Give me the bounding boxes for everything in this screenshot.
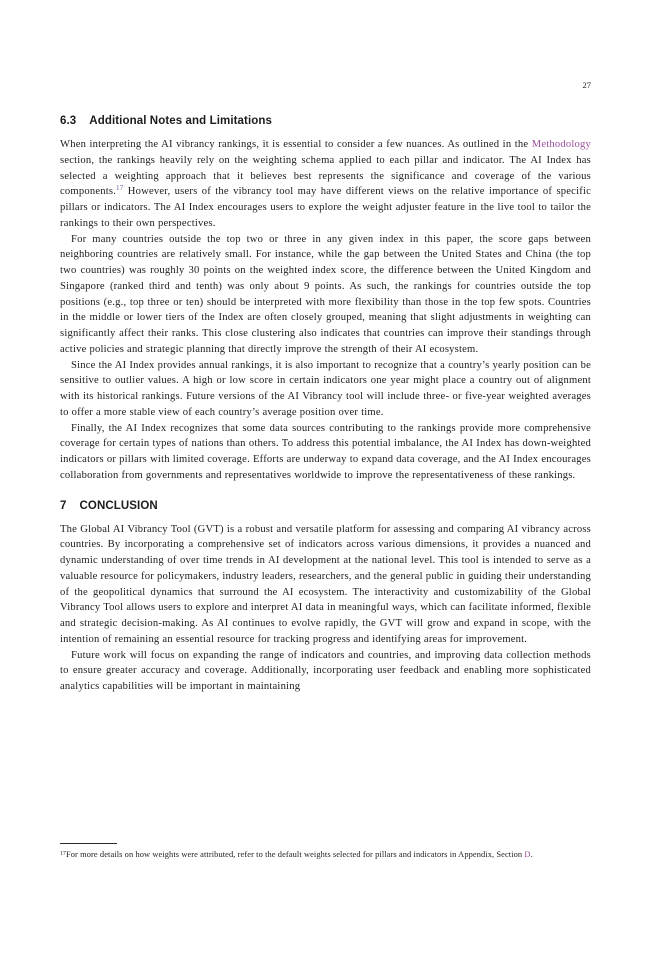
paragraph: Finally, the AI Index recognizes that some data sources contributing to the rankings provide more comprehensive coverage for certain types of nations than others. To address this potential imbalance, the AI Index has down-weighted indicators or pillars with limited coverage. Efforts are underway to expand data coverage, and the AI Index encourages collaboration from governments and representatives worldwide to improve the representativeness of these rankings.: [60, 422, 591, 481]
paragraph: [60, 137, 591, 232]
section-number: 7: [60, 499, 67, 512]
section-heading-additional-notes: [60, 114, 591, 128]
paragraph-text: However, users of the vibrancy tool may have different views on the relative importance of specific pillars or indicators. The AI Index encourages users to explore the weight adjuster feature in the live tool to tailor the rankings to their own perspectives.: [60, 186, 591, 229]
section-heading-conclusion: [60, 499, 591, 513]
footnote-text: [60, 849, 591, 861]
section-title: Additional Notes and Limitations: [89, 115, 273, 127]
paragraph-text: When interpreting the AI vibrancy rankings, it is essential to consider a few nuances. As outlined in the: [60, 139, 532, 150]
paragraph: Future work will focus on expanding the range of indicators and countries, and improving data collection methods to ensure greater accuracy and coverage. Additionally, incorporating user feedback and enabling more sophisticated analytics capabilities will be important in maintaining: [60, 649, 591, 692]
section-title: CONCLUSION: [79, 499, 158, 512]
footnote-ref-17-link[interactable]: 17: [116, 184, 124, 193]
page-number: 27: [582, 80, 591, 90]
footnote-ref-superscript: [116, 184, 123, 192]
page-content: [60, 80, 591, 695]
footnote-suffix: .: [530, 850, 533, 859]
paragraph: Since the AI Index provides annual rankings, it is also important to recognize that a country’s yearly position can be sensitive to outlier values. A high or low score in certain indicators one year might place a country out of alignment with its historical rankings. Future versions of the AI Vibrancy tool will include three- or five-year weighted averages to offer a more stable view of each country’s average position over time.: [60, 359, 591, 418]
methodology-link[interactable]: Methodology: [531, 139, 591, 150]
section-number: 6.3: [60, 115, 77, 127]
footnote-rule: [60, 843, 117, 844]
footnote-marker: 17: [60, 850, 66, 857]
appendix-section-d-link[interactable]: D: [524, 850, 531, 859]
footnote-block: [60, 843, 591, 861]
paragraph-text: section, the rankings heavily rely on the weighting schema applied to each pillar and indicator. The AI Index has selected a weighting approach that it believes best represents the significance and coverage of the various components.: [60, 154, 591, 198]
paragraph: The Global AI Vibrancy Tool (GVT) is a robust and versatile platform for assessing and comparing AI vibrancy across countries. By incorporating a comprehensive set of indicators across various dimensions, it provides a nuanced and dynamic understanding of over time trends in AI development at the national level. This tool is intended to serve as a valuable resource for policymakers, industry leaders, researchers, and the general public in guiding their understanding of the geopolitical dynamics that surround the AI ecosystem. The interactivity and customizability of the Global Vibrancy Tool allows users to explore and interpret AI data in meaningful ways, which can facilitate informed, flexible and strategic decision-making. As AI continues to evolve rapidly, the GVT will grow and expand in scope, with the intention of remaining an essential resource for tracking progress and identifying areas for improvement.: [60, 523, 591, 645]
paragraph: For many countries outside the top two or three in any given index in this paper, the score gaps between neighboring countries are relatively small. For instance, while the gap between the United States and China (the top two countries) was roughly 30 points on the weighted index score, the difference between the United Kingdom and Singapore (ranked third and tenth) was only about 9 points. As such, the rankings for countries outside the top positions (e.g., top three or ten) should be interpreted with more flexibility than those in the top few spots. Countries in the middle or lower tiers of the Index are often closely grouped, meaning that slight adjustments in weighting can significantly affect their ranks. This close clustering also indicates that countries can improve their standings through active policies and strategic planning that directly improve the strength of their AI ecosystem.: [60, 233, 591, 355]
footnote-body-text: For more details on how weights were attributed, refer to the default weights selected for pillars and indicators in Appendix, Section: [66, 850, 525, 859]
